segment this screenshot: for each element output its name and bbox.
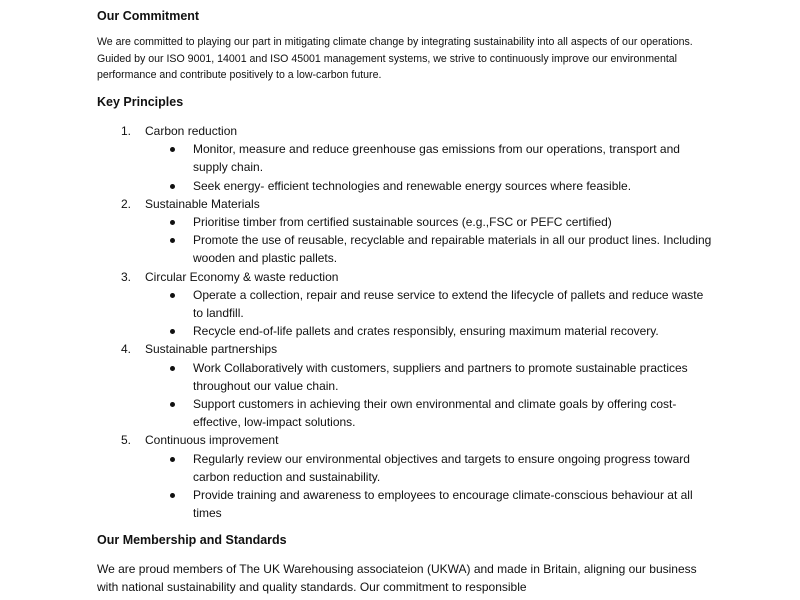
principle-bullets [97,213,717,268]
bullet-text: Support customers in achieving their own environmental and climate goals by offering cost-effective, low-impact solutions. [193,397,677,430]
bullet-item [97,395,717,431]
bullet-icon [170,238,175,243]
principle-title: Continuous improvement [145,433,279,448]
bullet-icon [170,293,175,298]
bullet-item [97,286,717,322]
principle-title: Circular Economy & waste reduction [145,269,339,284]
commitment-paragraph: We are committed to playing our part in mitigating climate change by integrating sustainability into all aspects of our operations. Guided by our ISO 9001, 14001 and ISO 45001 management systems, we strive to continuously improve our environmental performance and contribute positively to a low-carbon future. [97,36,693,81]
principle-title: Sustainable partnerships [145,342,278,357]
principle-number: 1. [121,124,132,138]
principle-item [97,268,717,341]
principle-title: Sustainable Materials [145,196,260,211]
bullet-item [97,213,717,231]
bullet-text: Prioritise timber from certified sustainable sources (e.g.,FSC or PEFC certified) [193,215,612,230]
bullet-item [97,231,717,267]
bullet-text: Monitor, measure and reduce greenhouse gas emissions from our operations, transport and supply chain. [193,142,680,175]
bullet-text: Recycle end-of-life pallets and crates responsibly, ensuring maximum material recovery. [193,324,659,339]
bullet-text: Promote the use of reusable, recyclable and repairable materials in all our product lines. Including wooden and plastic pallets. [193,233,712,266]
bullet-item [97,450,717,486]
principle-bullets [97,140,717,195]
membership-heading: Our Membership and Standards [97,533,287,547]
principle-number: 3. [121,269,132,284]
bullet-text: Operate a collection, repair and reuse service to extend the lifecycle of pallets and reduce waste to landfill. [193,287,704,321]
document-page [97,0,717,600]
bullet-icon [170,366,175,371]
bullet-item [97,359,717,395]
principle-item [97,195,717,268]
principle-number: 5. [121,433,132,448]
principle-bullets [97,286,717,341]
bullet-icon [170,147,175,152]
bullet-item [97,486,717,522]
membership-paragraph: We are proud members of The UK Warehousing associateion (UKWA) and made in Britain, aligning our business with national sustainability and quality standards. Our commitment to responsible [97,562,697,595]
principle-title: Carbon reduction [145,124,238,138]
bullet-icon [170,184,175,189]
principle-number: 2. [121,196,132,211]
bullet-icon [170,220,175,225]
bullet-item [97,322,717,340]
bullet-item [97,140,717,176]
principle-bullets [97,450,717,523]
commitment-heading: Our Commitment [97,9,200,23]
bullet-text: Seek energy- efficient technologies and renewable energy sources where feasible. [193,178,632,193]
bullet-icon [170,493,175,498]
bullet-text: Provide training and awareness to employees to encourage climate-conscious behaviour at all times [193,488,693,521]
principle-item [97,122,717,195]
principle-item [97,340,717,431]
principle-item [97,431,717,522]
bullet-icon [170,329,175,334]
bullet-text: Regularly review our environmental objectives and targets to ensure ongoing progress toward carbon reduction and sustainability. [193,451,690,484]
principle-number: 4. [121,342,132,357]
principles-heading: Key Principles [97,95,184,109]
bullet-text: Work Collaboratively with customers, suppliers and partners to promote sustainable practices throughout our value chain. [193,360,688,393]
principles-list [97,122,717,522]
principle-bullets [97,359,717,432]
bullet-icon [170,457,175,462]
bullet-icon [170,402,175,407]
bullet-item [97,177,717,195]
